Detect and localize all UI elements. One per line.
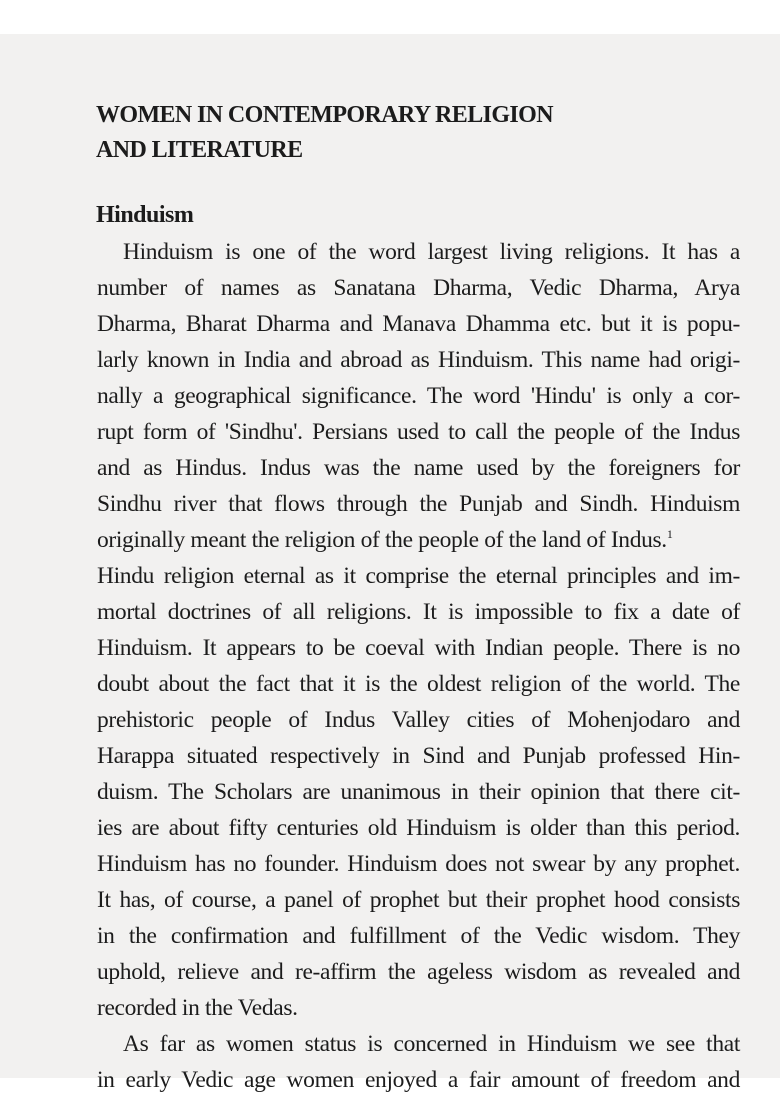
chapter-heading-line-1: WOMEN IN CONTEMPORARY RELIGION [96,102,553,128]
text-line: duism. The Scholars are unanimous in their opinion that there cit- [97,779,740,805]
text-line: and as Hindus. Indus was the name used by the foreigners for [97,455,740,481]
section-title: Hinduism [96,202,194,228]
text-line: Hinduism has no founder. Hinduism does not swear by any prophet. [97,851,740,877]
text-line: larly known in India and abroad as Hinduism. This name had origi- [97,347,740,373]
text-line: Sindhu river that flows through the Punjab and Sindh. Hinduism [97,491,740,517]
text-line: It has, of course, a panel of prophet but their prophet hood consists [97,887,740,913]
text-line-content: originally meant the religion of the people of the land of Indus. [97,527,667,553]
text-line: in early Vedic age women enjoyed a fair amount of freedom and [97,1067,740,1093]
text-line: rupt form of 'Sindhu'. Persians used to call the people of the Indus [97,419,740,445]
text-line: prehistoric people of Indus Valley cities of Mohenjodaro and [97,707,740,733]
text-line: in the confirmation and fulfillment of the Vedic wisdom. They [97,923,740,949]
text-line: number of names as Sanatana Dharma, Vedic Dharma, Arya [97,275,740,301]
text-line: recorded in the Vedas. [97,995,298,1021]
text-line: uphold, relieve and re-affirm the ageless wisdom as revealed and [97,959,740,985]
text-line [97,522,740,558]
text-line: As far as women status is concerned in Hinduism we see that [123,1031,740,1057]
chapter-heading [96,98,553,168]
chapter-heading-line-2: AND LITERATURE [96,137,303,163]
text-line: Hindu religion eternal as it comprise the eternal principles and im- [97,563,740,589]
text-line: mortal doctrines of all religions. It is impossible to fix a date of [97,599,740,625]
body-text [97,234,740,1098]
text-line: Hinduism is one of the word largest living religions. It has a [123,239,740,265]
text-line: Hinduism. It appears to be coeval with Indian people. There is no [97,635,740,661]
footnote-marker: 1 [666,527,673,542]
scanned-page [0,34,780,1093]
text-line: Dharma, Bharat Dharma and Manava Dhamma etc. but it is popu- [97,311,740,337]
text-line: ies are about fifty centuries old Hinduism is older than this period. [97,815,740,841]
text-line: nally a geographical significance. The word 'Hindu' is only a cor- [97,383,740,409]
text-line: doubt about the fact that it is the oldest religion of the world. The [97,671,740,697]
text-line: Harappa situated respectively in Sind and Punjab professed Hin- [97,743,740,769]
